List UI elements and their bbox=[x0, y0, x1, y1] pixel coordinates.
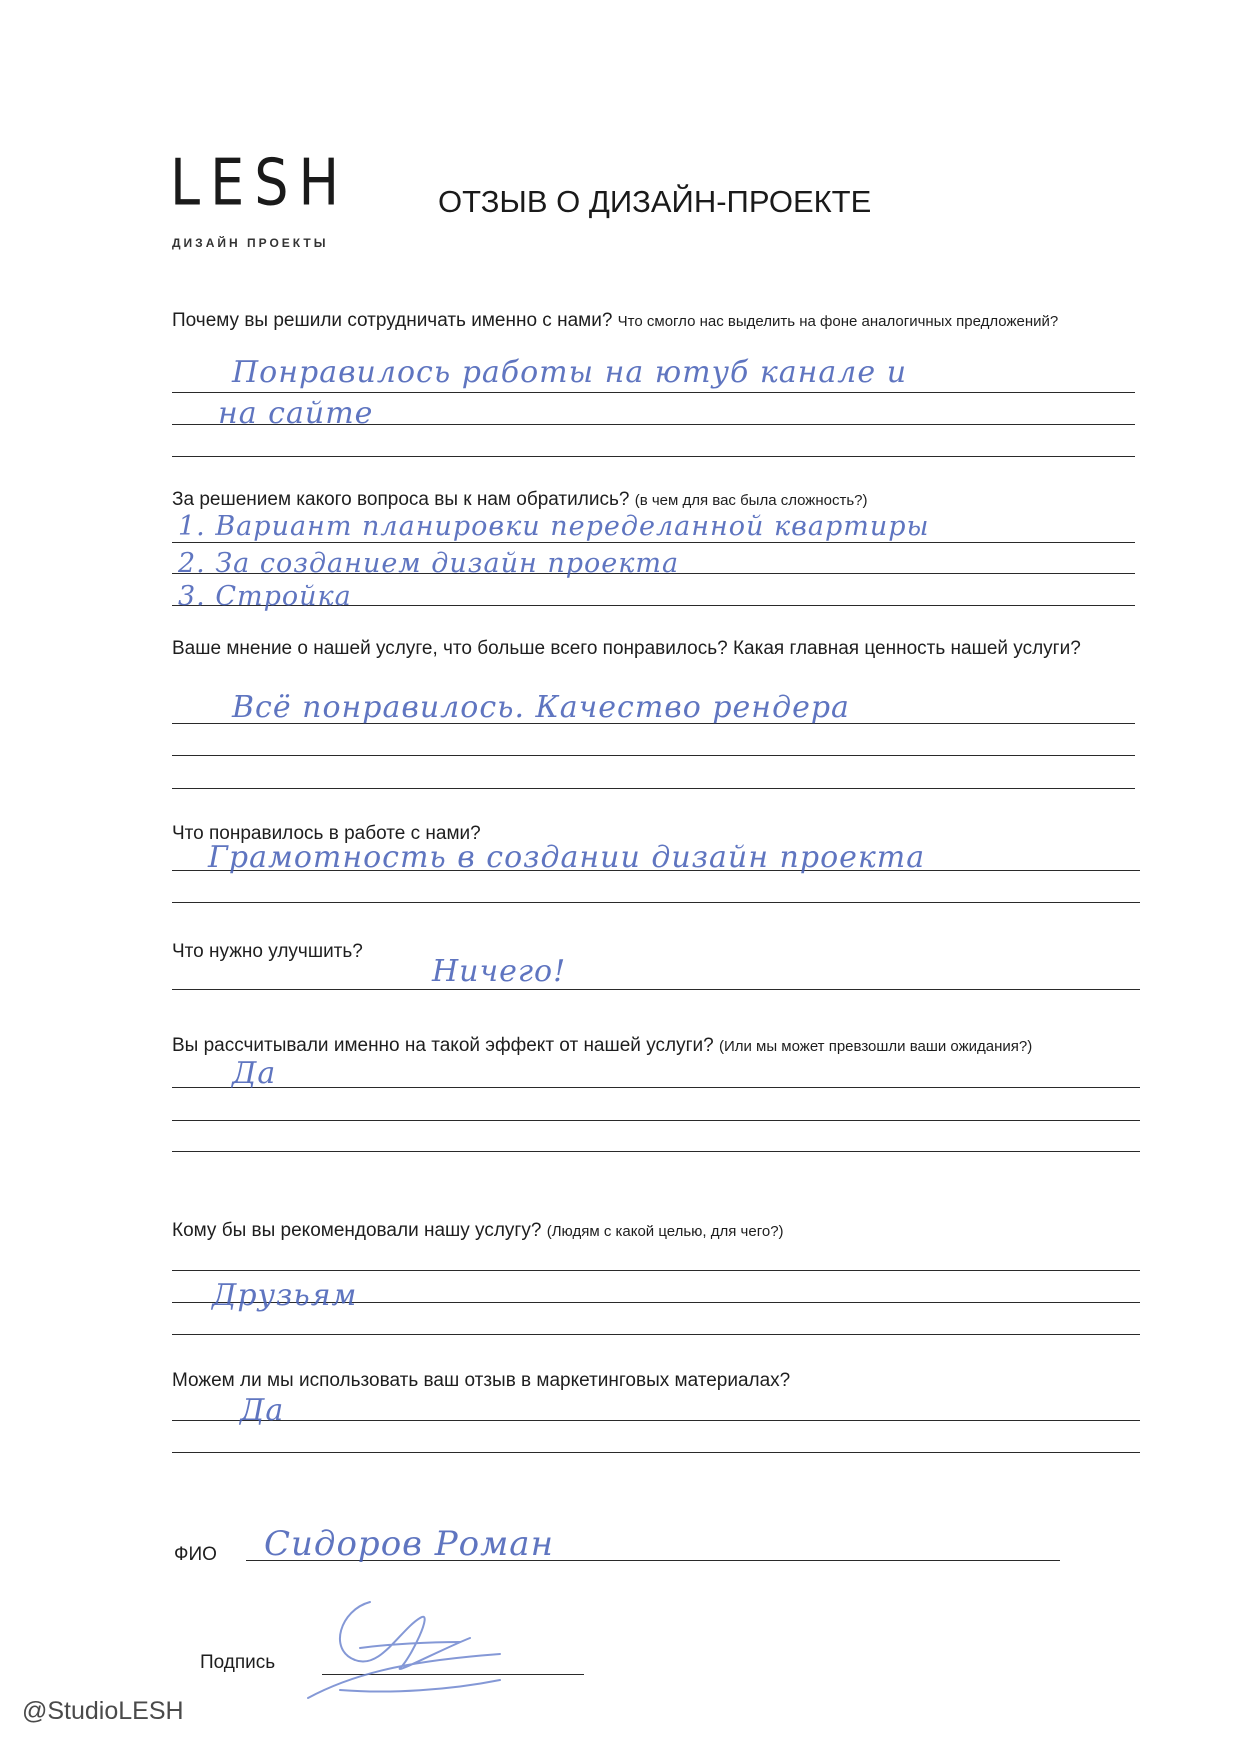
answer-line bbox=[172, 1120, 1140, 1121]
answer-line bbox=[172, 542, 1135, 543]
question-1 bbox=[172, 302, 1144, 341]
fio-value[interactable]: Сидоров Роман bbox=[264, 1524, 554, 1564]
answer-line bbox=[172, 1452, 1140, 1453]
answer-5-line-1[interactable]: Ничего! bbox=[432, 954, 567, 989]
question-6-hint: (Или мы может превзошли ваши ожидания?) bbox=[718, 1038, 1033, 1055]
signature-image bbox=[300, 1590, 530, 1710]
answer-2-line-3[interactable]: 3. Стройка bbox=[178, 581, 352, 612]
form-title: ОТЗЫВ О ДИЗАЙН-ПРОЕКТЕ bbox=[438, 184, 872, 219]
fio-label: ФИО bbox=[174, 1544, 217, 1565]
question-6 bbox=[172, 1027, 1144, 1066]
answer-line bbox=[172, 1270, 1140, 1271]
question-8-text: Можем ли мы использовать ваш отзыв в маркетинговых материалах? bbox=[172, 1370, 791, 1391]
question-3 bbox=[172, 630, 1144, 668]
answer-line bbox=[172, 392, 1135, 393]
answer-6-line-1[interactable]: Да bbox=[232, 1056, 277, 1091]
question-1-text: Почему вы решили сотрудничать именно с нами? bbox=[172, 310, 613, 331]
lesh-logo bbox=[170, 145, 350, 250]
question-1-hint: Что смогло нас выделить на фоне аналогичных предложений? bbox=[617, 313, 1059, 330]
answer-line bbox=[172, 989, 1140, 990]
answer-8-line-1[interactable]: Да bbox=[240, 1393, 285, 1428]
question-6-text: Вы рассчитывали именно на такой эффект от нашей услуги? bbox=[172, 1035, 714, 1056]
logo-subtitle: ДИЗАЙН ПРОЕКТЫ bbox=[172, 236, 329, 250]
answer-line bbox=[172, 1420, 1140, 1421]
question-7-text: Кому бы вы рекомендовали нашу услугу? bbox=[172, 1220, 542, 1241]
question-2-hint: (в чем для вас была сложность?) bbox=[634, 492, 868, 509]
answer-line bbox=[172, 788, 1135, 789]
question-4-text: Что понравилось в работе с нами? bbox=[172, 823, 481, 844]
answer-7-line-1[interactable]: Друзьям bbox=[212, 1278, 358, 1313]
question-5 bbox=[172, 933, 1144, 971]
question-7-hint: (Людям с какой целью, для чего?) bbox=[546, 1223, 784, 1240]
answer-line bbox=[172, 1151, 1140, 1152]
question-3-text: Ваше мнение о нашей услуге, что больше всего понравилось? Какая главная ценность нашей услуги? bbox=[172, 638, 1081, 659]
question-5-text: Что нужно улучшить? bbox=[172, 941, 363, 962]
answer-4-line-1[interactable]: Грамотность в создании дизайн проекта bbox=[208, 840, 926, 875]
answer-2-line-1[interactable]: 1. Вариант планировки переделанной квартиры bbox=[178, 511, 930, 542]
answer-line bbox=[172, 755, 1135, 756]
studio-watermark: @StudioLESH bbox=[22, 1697, 184, 1725]
question-8 bbox=[172, 1362, 1144, 1400]
answer-line bbox=[172, 456, 1135, 457]
question-7 bbox=[172, 1212, 1144, 1251]
answer-line bbox=[172, 1087, 1140, 1088]
logo-wordmark: LESH bbox=[170, 145, 350, 220]
answer-line bbox=[172, 1334, 1140, 1335]
answer-line bbox=[172, 902, 1140, 903]
signature-label: Подпись bbox=[200, 1652, 276, 1673]
answer-1-line-2[interactable]: на сайте bbox=[218, 396, 374, 431]
answer-2-line-2[interactable]: 2. За созданием дизайн проекта bbox=[178, 548, 680, 579]
answer-3-line-1[interactable]: Всё понравилось. Качество рендера bbox=[232, 690, 850, 725]
answer-1-line-1[interactable]: Понравилось работы на ютуб канале и bbox=[232, 355, 908, 390]
question-2-text: За решением какого вопроса вы к нам обратились? bbox=[172, 489, 630, 510]
